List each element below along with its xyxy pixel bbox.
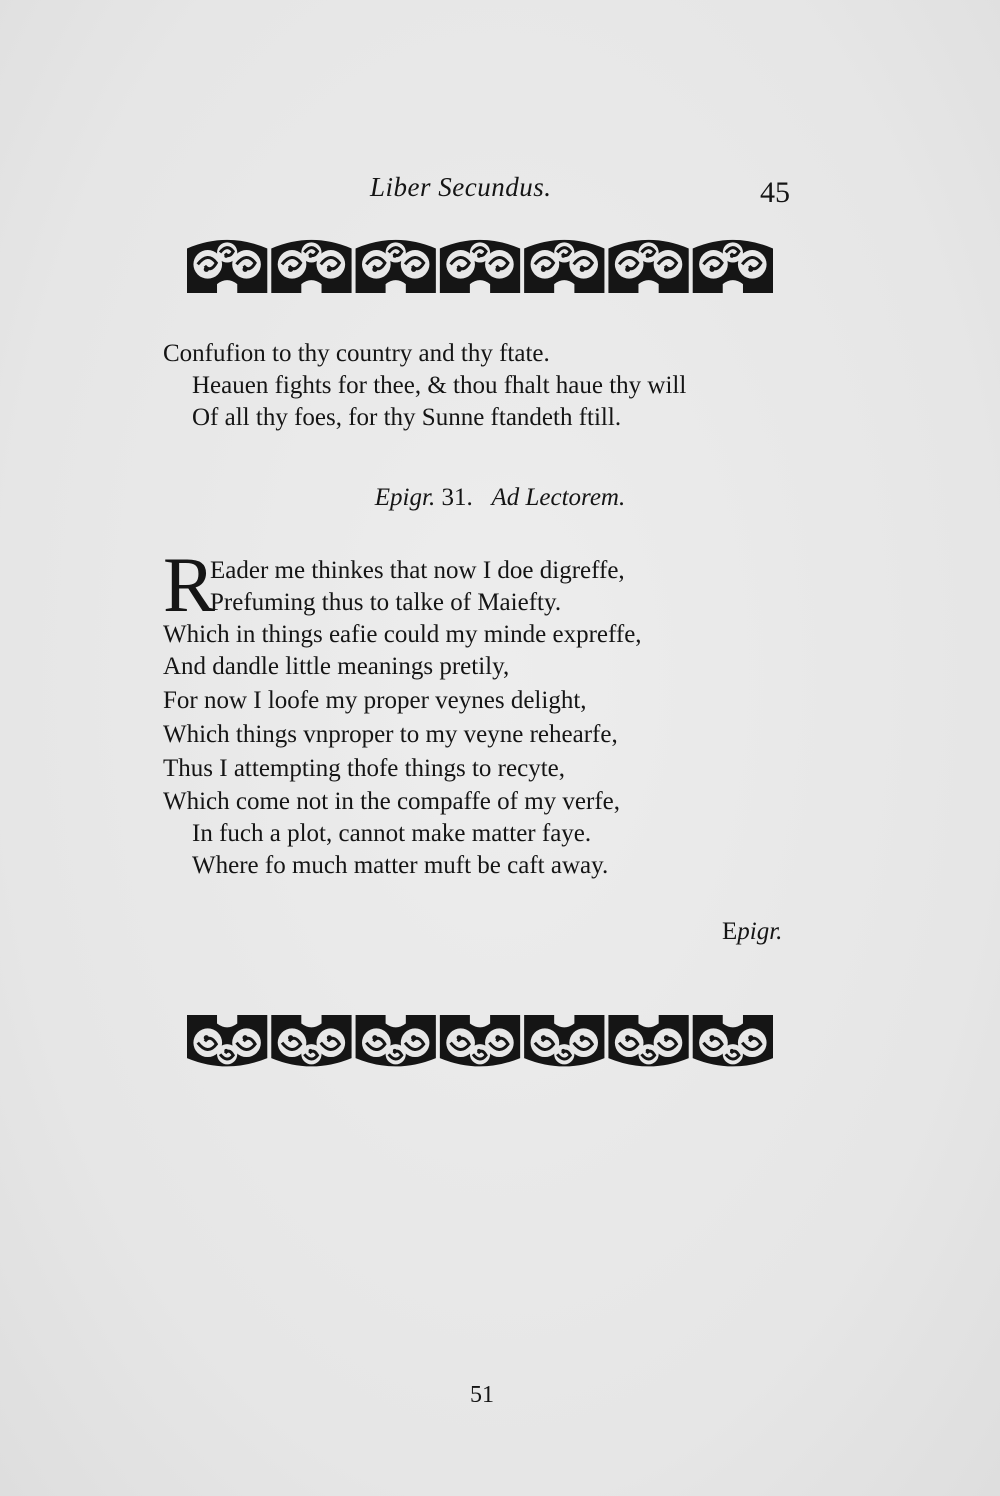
epigram-line-5: For now I loofe my proper veynes delight, — [163, 687, 587, 714]
epigram-line-10: Where fo much matter muft be caft away. — [192, 852, 609, 879]
catchword-rest: pigr. — [737, 918, 783, 945]
ornament-unit — [608, 240, 688, 293]
ornament-unit — [524, 1015, 604, 1066]
epigram-heading — [0, 484, 1000, 512]
ornament-unit — [356, 240, 436, 293]
epigram-line-8: Which come not in the compaffe of my verfe, — [163, 788, 621, 815]
ornament-unit — [187, 1015, 267, 1066]
running-title: Liber Secundus. — [370, 172, 552, 202]
folio-number: 51 — [470, 1382, 494, 1408]
epigram-line-6: Which things vnproper to my veyne rehearfe, — [163, 721, 618, 748]
ornament-unit — [440, 240, 520, 293]
poem-end-line-1: Confufion to thy country and thy ftate. — [163, 340, 550, 367]
epigram-line-9: In fuch a plot, cannot make matter faye. — [192, 820, 592, 847]
poem-end-line-2: Heauen fights for thee, & thou fhalt haue thy will — [192, 372, 687, 399]
ornament-band-top — [185, 230, 775, 296]
ornament-unit — [693, 1015, 773, 1066]
epigram-line-7: Thus I attempting thofe things to recyte, — [163, 755, 565, 782]
page-number-top: 45 — [760, 176, 790, 209]
ornament-unit — [271, 240, 351, 293]
epigram-label: Epigr. — [374, 484, 436, 511]
poem-end-line-3: Of all thy foes, for thy Sunne ftandeth ftill. — [192, 404, 622, 431]
epigram-line-1: Eader me thinkes that now I doe digreffe, — [210, 557, 625, 584]
ornament-unit — [524, 240, 604, 293]
ornament-unit — [187, 240, 267, 293]
epigram-number: 31. — [441, 484, 473, 511]
catchword-first: E — [722, 918, 738, 945]
epigram-line-2: Prefuming thus to talke of Maiefty. — [210, 589, 562, 616]
ornament-unit — [356, 1015, 436, 1066]
ornament-unit — [440, 1015, 520, 1066]
ornament-unit — [608, 1015, 688, 1066]
catchword — [722, 918, 782, 946]
ornament-unit — [271, 1015, 351, 1066]
ornament-unit — [693, 240, 773, 293]
epigram-title: Ad Lectorem. — [491, 484, 626, 511]
drop-cap: R — [163, 541, 216, 628]
ornament-band-bottom — [185, 1012, 775, 1076]
running-head — [0, 172, 1000, 212]
epigram-line-4: And dandle little meanings pretily, — [163, 653, 510, 680]
epigram-line-3: Which in things eafie could my minde expreffe, — [163, 621, 642, 648]
